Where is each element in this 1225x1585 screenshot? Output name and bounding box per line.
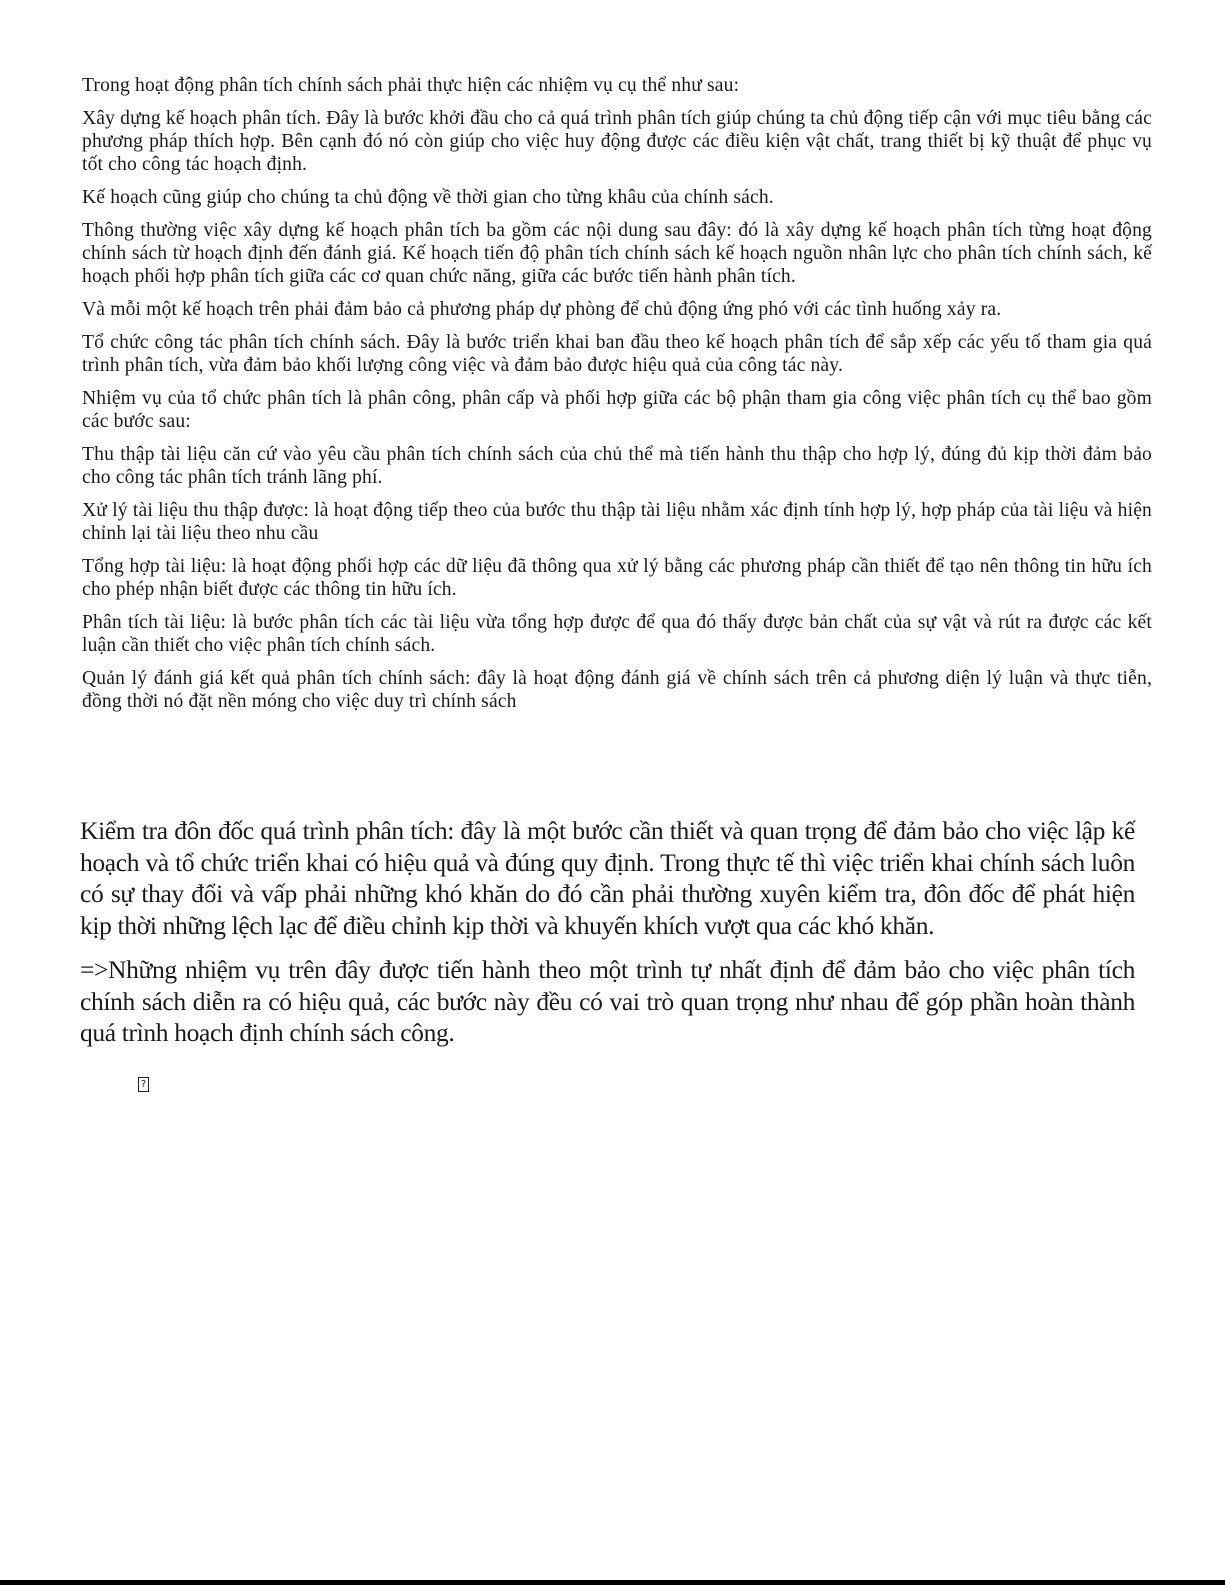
paragraph-organize: Tổ chức công tác phân tích chính sách. Đây là bước triển khai ban đầu theo kế hoạch phân tích để sắp xếp các yếu tố tham gia quá trình phân tích, vừa đảm bảo khối lượng công việc và đảm bảo được hiệu quả của công tác này. — [82, 332, 1152, 376]
paragraph-synthesize: Tổng hợp tài liệu: là hoạt động phối hợp các dữ liệu đã thông qua xử lý bằng các phương pháp cần thiết để tạo nên thông tin hữu ích cho phép nhận biết được các thông tin hữu ích. — [82, 556, 1152, 600]
paragraph-collect: Thu thập tài liệu căn cứ vào yêu cầu phân tích chính sách của chủ thể mà tiến hành thu thập cho hợp lý, đúng đủ kịp thời đảm bảo cho công tác phân tích tránh lãng phí. — [82, 444, 1152, 488]
paragraph-evaluate: Quản lý đánh giá kết quả phân tích chính sách: đây là hoạt động đánh giá về chính sách trên cả phương diện lý luận và thực tiễn, đồng thời nó đặt nền móng cho việc duy trì chính sách — [82, 668, 1152, 712]
missing-glyph-icon: ? — [138, 1077, 149, 1092]
paragraph-organize-tasks: Nhiệm vụ của tổ chức phân tích là phân công, phân cấp và phối hợp giữa các bộ phận tham gia công việc phân tích cụ thể bao gồm các bước sau: — [82, 388, 1152, 432]
paragraph-inspect: Kiểm tra đôn đốc quá trình phân tích: đây là một bước cần thiết và quan trọng để đảm bảo cho việc lập kế hoạch và tổ chức triển khai có hiệu quả và đúng quy định. Trong thực tế thì việc triển khai chính sách luôn có sự thay đổi và vấp phải những khó khăn do đó cần phải thường xuyên kiểm tra, đôn đốc để phát hiện kịp thời những lệch lạc để điều chỉnh kịp thời và khuyến khích vượt qua các khó khăn. — [80, 816, 1135, 940]
page-bottom-border — [0, 1580, 1225, 1585]
paragraph-plan-contents: Thông thường việc xây dựng kế hoạch phân tích ba gồm các nội dung sau đây: đó là xây dựng kế hoạch phân tích từng hoạt động chính sách từ hoạch định đến đánh giá. Kế hoạch tiến độ phân tích chính sách kế hoạch nguồn nhân lực cho phân tích chính sách, kế hoạch phối hợp phân tích giữa các cơ quan chức năng, giữa các bước tiến hành phân tích. — [82, 220, 1152, 287]
body-text-small — [82, 74, 1152, 723]
paragraph-process: Xử lý tài liệu thu thập được: là hoạt động tiếp theo của bước thu thập tài liệu nhằm xác định tính hợp lý, hợp pháp của tài liệu và hiện chỉnh lại tài liệu theo nhu cầu — [82, 500, 1152, 544]
paragraph-plan: Xây dựng kế hoạch phân tích. Đây là bước khởi đầu cho cả quá trình phân tích giúp chúng ta chủ động tiếp cận với mục tiêu bằng các phương pháp thích hợp. Bên cạnh đó nó còn giúp cho việc huy động được các điều kiện vật chất, trang thiết bị kỹ thuật để phục vụ tốt cho công tác hoạch định. — [82, 108, 1152, 175]
paragraph-plan-time: Kế hoạch cũng giúp cho chúng ta chủ động về thời gian cho từng khâu của chính sách. — [82, 187, 774, 208]
body-text-large — [80, 815, 1135, 1062]
paragraph-intro: Trong hoạt động phân tích chính sách phải thực hiện các nhiệm vụ cụ thể như sau: — [82, 75, 740, 96]
paragraph-analyze: Phân tích tài liệu: là bước phân tích các tài liệu vừa tổng hợp được để qua đó thấy được bản chất của sự vật và rút ra được các kết luận cần thiết cho việc phân tích chính sách. — [82, 612, 1152, 656]
paragraph-plan-backup: Và mỗi một kế hoạch trên phải đảm bảo cả phương pháp dự phòng để chủ động ứng phó với các tình huống xảy ra. — [82, 299, 1002, 320]
paragraph-conclusion: =>Những nhiệm vụ trên đây được tiến hành theo một trình tự nhất định để đảm bảo cho việc phân tích chính sách diễn ra có hiệu quả, các bước này đều có vai trò quan trọng như nhau để góp phần hoàn thành quá trình hoạch định chính sách công. — [80, 955, 1135, 1047]
